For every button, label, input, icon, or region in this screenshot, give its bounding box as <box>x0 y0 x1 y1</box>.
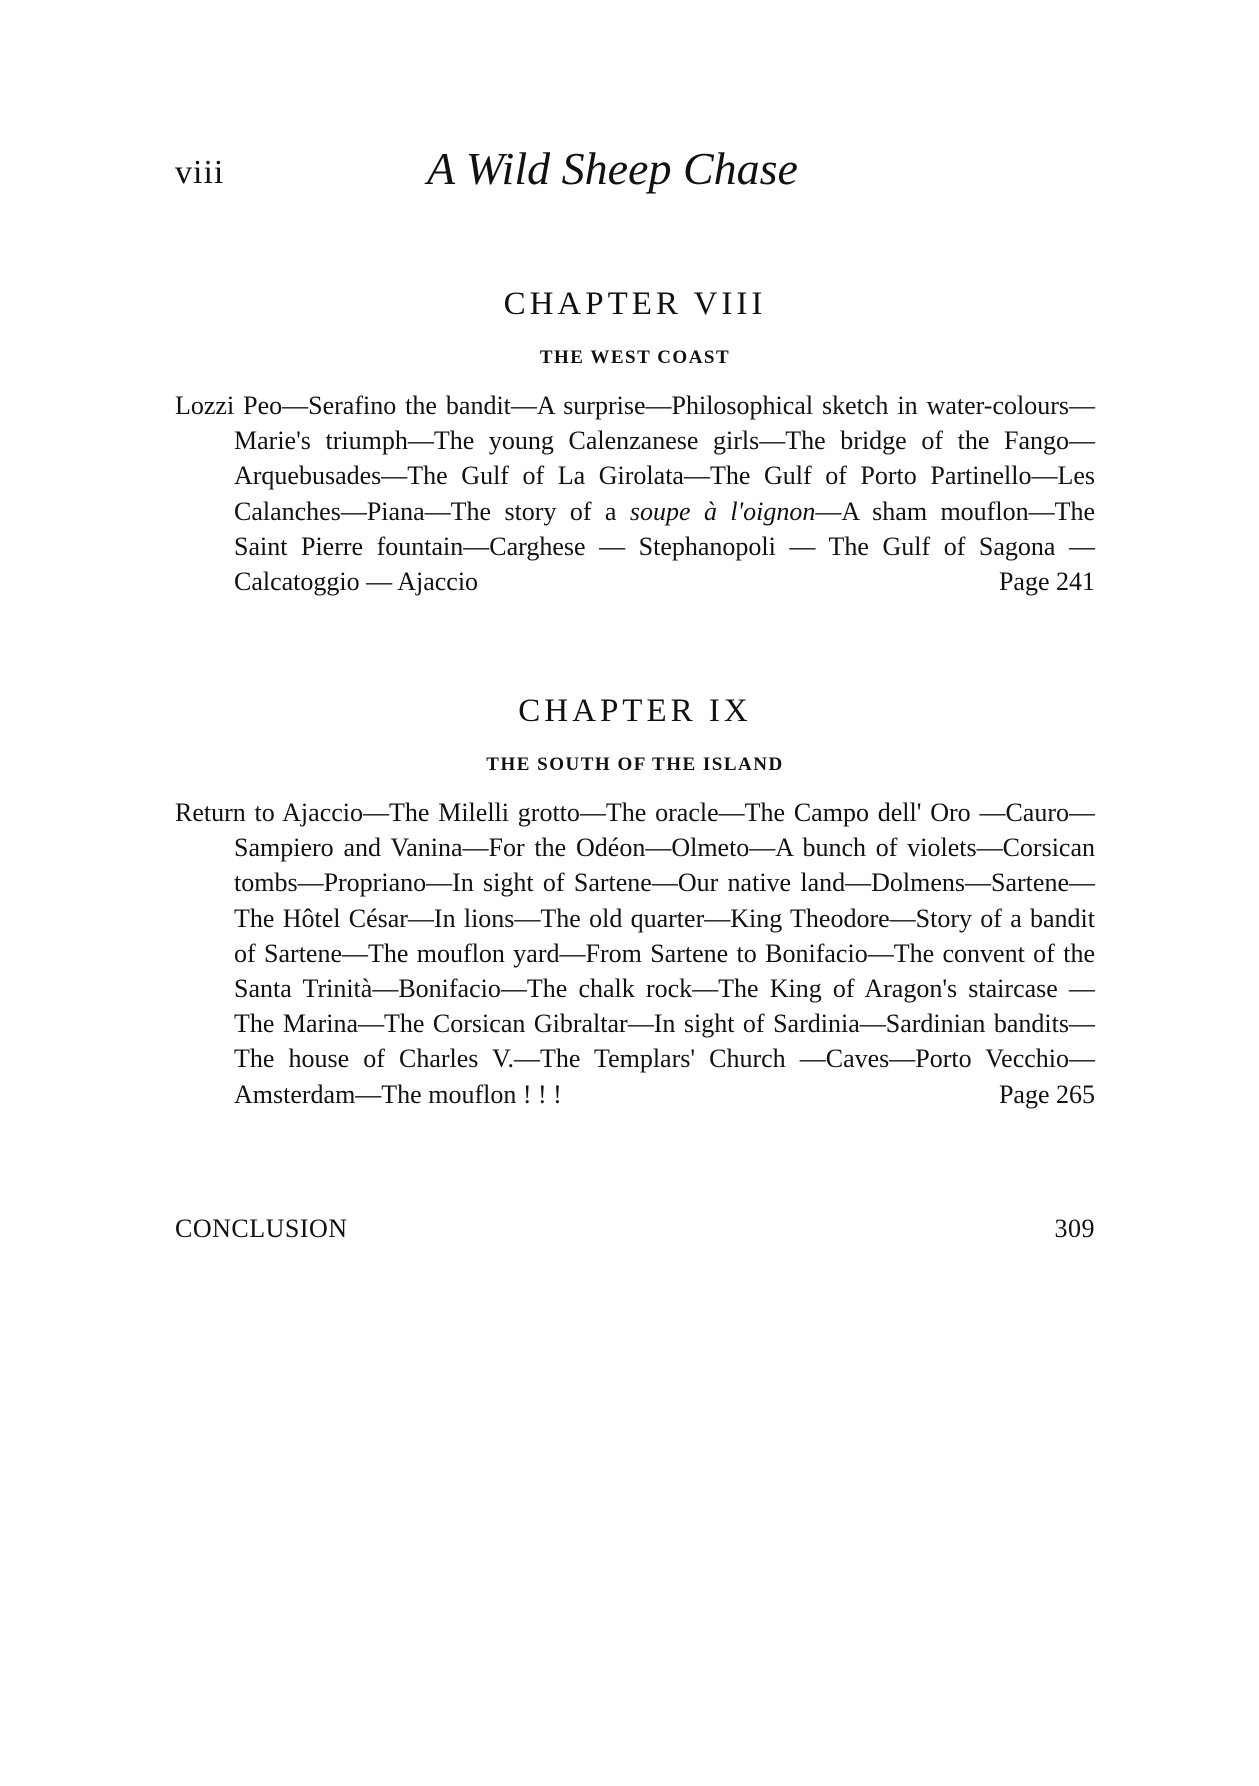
chapter-subtitle: THE SOUTH OF THE ISLAND <box>486 754 784 775</box>
chapter-summary-text: Lozzi Peo—Serafino the bandit—A surprise—Philosophical sketch in water-colours—Marie's triumph—The young Calenzanese girls—The bridge of the Fango—Arquebusades—The Gulf of La Girolata—The Gulf of Porto Partinello—Les Calanches—Piana—The story of a <box>175 391 1095 526</box>
chapter-summary-text: —A sham mouflon—The Saint Pierre fountain—Carghese — Stephanopoli — The Gulf of Sagona — Calcatoggio — Ajaccio <box>234 496 1095 597</box>
conclusion-label: CONCLUSION <box>175 1214 348 1243</box>
chapter-summary-italic: soupe à l'oignon <box>629 496 816 526</box>
chapter-summary <box>175 388 1095 599</box>
running-head <box>175 142 1095 202</box>
chapter-heading: CHAPTER VIII <box>503 286 767 322</box>
chapter-heading: CHAPTER IX <box>518 693 752 729</box>
chapter-page-ref: Page 241 <box>998 567 1095 597</box>
chapter-page-ref: Page 265 <box>998 1079 1095 1109</box>
chapter-ix-section <box>175 693 1095 1112</box>
chapter-summary <box>175 795 1095 1112</box>
chapter-viii-section <box>175 286 1095 599</box>
page-number: viii <box>175 154 225 191</box>
book-title: A Wild Sheep Chase <box>427 143 798 194</box>
conclusion-entry <box>175 1214 1095 1244</box>
chapter-subtitle: THE WEST COAST <box>539 347 731 368</box>
conclusion-page: 309 <box>1054 1214 1095 1243</box>
chapter-summary-text: Return to Ajaccio—The Milelli grotto—The oracle—The Campo dell' Oro —Cauro—Sampiero and Vanina—For the Odéon—Olmeto—A bunch of violets—Corsican tombs—Propriano—In sight of Sartene—Our native land—Dolmens—Sartene—The Hôtel César—In lions—The old quarter—King Theodore—Story of a bandit of Sartene—The mouflon yard—From Sartene to Bonifacio—The convent of the Santa Trinità—Bonifacio—The chalk rock—The King of Aragon's staircase —The Marina—The Corsican Gibraltar—In sight of Sardinia—Sardinian bandits—The house of Charles V.—The Templars' Church —Caves—Porto Vecchio—Amsterdam—The mouflon ! ! ! <box>175 798 1095 1109</box>
